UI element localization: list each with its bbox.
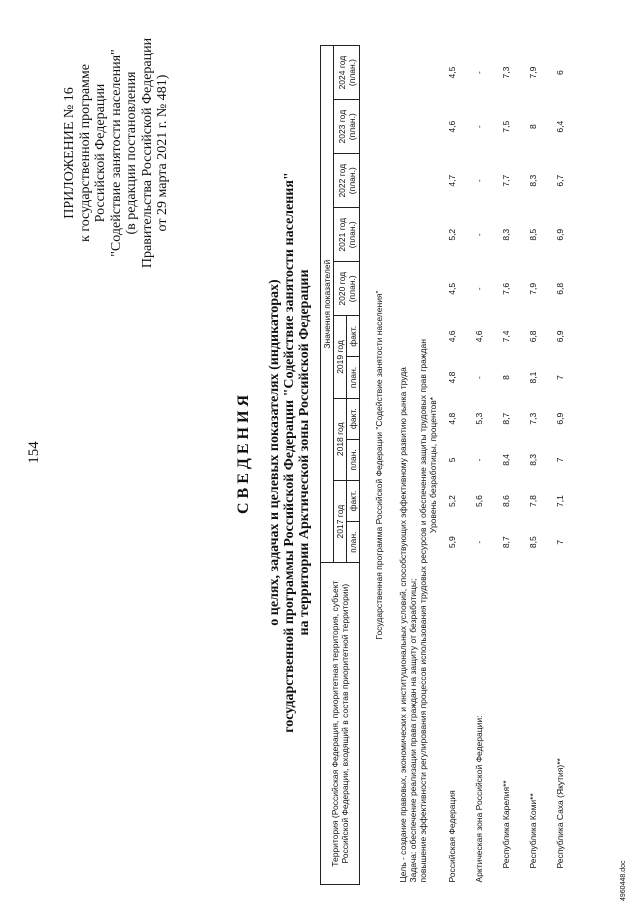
table-cell: 4,8 <box>446 371 457 384</box>
table-cell: 5,2 <box>446 495 457 507</box>
subtitle-line: на территории Арктической зоны Российской Федерации <box>297 269 312 636</box>
table-cell: 4,8 <box>446 412 457 425</box>
plan-year-header: 2021 год (план.) <box>334 208 360 262</box>
table-row <box>519 46 546 885</box>
table-cell: - <box>473 71 484 74</box>
plan-year-header: 2022 год (план.) <box>334 154 360 208</box>
table-cell: 8,6 <box>500 495 511 507</box>
table-cell: 4,5 <box>446 66 457 79</box>
row-territory-name: Республика Коми** <box>527 793 538 869</box>
table-cell: 8,3 <box>527 453 538 466</box>
table-cell: 6,9 <box>554 412 565 425</box>
values-header: Значения показателей <box>321 46 334 563</box>
table-cell: 8,4 <box>500 453 511 466</box>
subtitle-line: о целях, задачах и целевых показателях (индикаторах) <box>267 279 282 626</box>
row-territory-name: Арктическая зона Российской Федерации: <box>473 715 484 883</box>
table-cell: 7,9 <box>527 282 538 295</box>
table-cell: - <box>473 458 484 462</box>
table-cell: 7,3 <box>500 66 511 79</box>
subheader-plan: план. <box>347 522 360 563</box>
subheader-plan: план. <box>347 357 360 398</box>
table-cell: 6 <box>554 70 565 75</box>
table-cell: 7,6 <box>500 282 511 295</box>
table-cell: 8,1 <box>527 371 538 384</box>
table-cell: 7,8 <box>527 495 538 507</box>
row-territory-name: Республика Саха (Якутия)** <box>554 758 565 869</box>
table-cell: 8,7 <box>500 412 511 425</box>
table-row <box>546 46 573 885</box>
table-cell: 8,3 <box>527 174 538 187</box>
plan-year-header: 2023 год (план.) <box>334 100 360 154</box>
table-cell: 8,5 <box>527 228 538 241</box>
table-cell: 6,7 <box>554 174 565 187</box>
plan-year-header: 2020 год (план.) <box>334 262 360 316</box>
task-text: повышение эффективности регулирования процессов использования трудовых ресурсов и обеспечение защиты трудовых прав граждан <box>418 339 428 883</box>
subheader-fact: факт. <box>347 316 360 357</box>
subtitle-line: государственной программы Российской Федерации "Содействие занятости населения" <box>282 172 297 733</box>
table-cell: 6,8 <box>527 330 538 343</box>
table-cell: 7 <box>554 457 565 463</box>
table-cell: 5,6 <box>473 495 484 507</box>
indicators-table <box>320 45 573 885</box>
table-cell: 8,7 <box>500 536 511 549</box>
table-cell: 5,3 <box>473 412 484 425</box>
appendix-line: к государственной программе <box>77 64 93 242</box>
appendix-line: (в редакции постановления <box>124 71 139 235</box>
year-header: 2018 год <box>334 398 347 480</box>
table-row <box>492 46 519 885</box>
program-title: Государственная программа Российской Федерации "Содействие занятости населения" <box>374 290 384 640</box>
document-title: СВЕДЕНИЯ <box>235 390 252 515</box>
table-cell: 6,9 <box>554 330 565 343</box>
table-cell: 4,6 <box>473 330 484 343</box>
table-cell: - <box>473 287 484 291</box>
subheader-fact: факт. <box>347 480 360 521</box>
table-cell: 4,6 <box>446 120 457 133</box>
goal-text: Цель - создание правовых, экономических и институциональных условий, способствующих эффективному развитию рынка труда <box>398 367 408 883</box>
appendix-header <box>62 0 171 313</box>
table-cell: 6,9 <box>554 228 565 241</box>
table-cell: 7,1 <box>554 495 565 507</box>
table-cell: 8 <box>527 124 538 130</box>
table-cell: 5,9 <box>446 536 457 549</box>
table-row <box>438 46 465 885</box>
table-cell: 7,5 <box>500 120 511 133</box>
appendix-line: Правительства Российской Федерации <box>139 37 155 269</box>
table-cell: 7,9 <box>527 66 538 79</box>
table-cell: 7,4 <box>500 330 511 343</box>
table-cell: 7,7 <box>500 174 511 187</box>
table-cell: 4,5 <box>446 282 457 295</box>
document-code: 4960448.doc <box>620 860 627 901</box>
plan-year-header: 2024 год (план.) <box>334 46 360 100</box>
year-header: 2019 год <box>334 316 347 398</box>
appendix-line: от 29 марта 2021 г. № 481) <box>155 74 170 232</box>
indicator-title: Уровень безработицы, процентов* <box>428 396 438 534</box>
task-text: Задача: обеспечение реализации права граждан на защиту от безработицы; <box>408 578 418 883</box>
table-cell: - <box>473 233 484 237</box>
row-territory-name: Республика Карелия** <box>500 780 511 869</box>
table-cell: - <box>473 125 484 129</box>
table-cell: 7,3 <box>527 412 538 425</box>
appendix-line: Российской Федерации <box>93 83 108 223</box>
table-cell: 8,5 <box>527 536 538 549</box>
table-cell: 5,2 <box>446 228 457 241</box>
table-cell: 8 <box>500 375 511 380</box>
row-territory-name: Российская Федерация <box>446 790 457 883</box>
table-cell: 4,6 <box>446 330 457 343</box>
page-number: 154 <box>26 441 42 464</box>
table-cell: 6,8 <box>554 282 565 295</box>
table-cell: 7 <box>554 375 565 380</box>
table-cell: - <box>473 179 484 183</box>
table-row <box>465 46 492 885</box>
subheader-plan: план. <box>347 439 360 480</box>
table-cell: 8,3 <box>500 228 511 241</box>
subheader-fact: факт. <box>347 398 360 439</box>
table-cell: 7 <box>554 539 565 545</box>
territory-header: Территория (Российская Федерация, приоритетная территория, субъект Российской Федерации, входящий в состав приоритетной территории) <box>321 563 360 885</box>
appendix-line: ПРИЛОЖЕНИЕ № 16 <box>62 87 77 219</box>
table-cell: 6,4 <box>554 120 565 133</box>
table-cell: - <box>473 376 484 379</box>
appendix-line: "Содействие занятости населения" <box>108 49 124 257</box>
table-cell: 4,7 <box>446 174 457 187</box>
title-block <box>235 0 312 905</box>
table-cell: - <box>473 540 484 544</box>
table-cell: 5 <box>446 457 457 463</box>
year-header: 2017 год <box>334 480 347 562</box>
